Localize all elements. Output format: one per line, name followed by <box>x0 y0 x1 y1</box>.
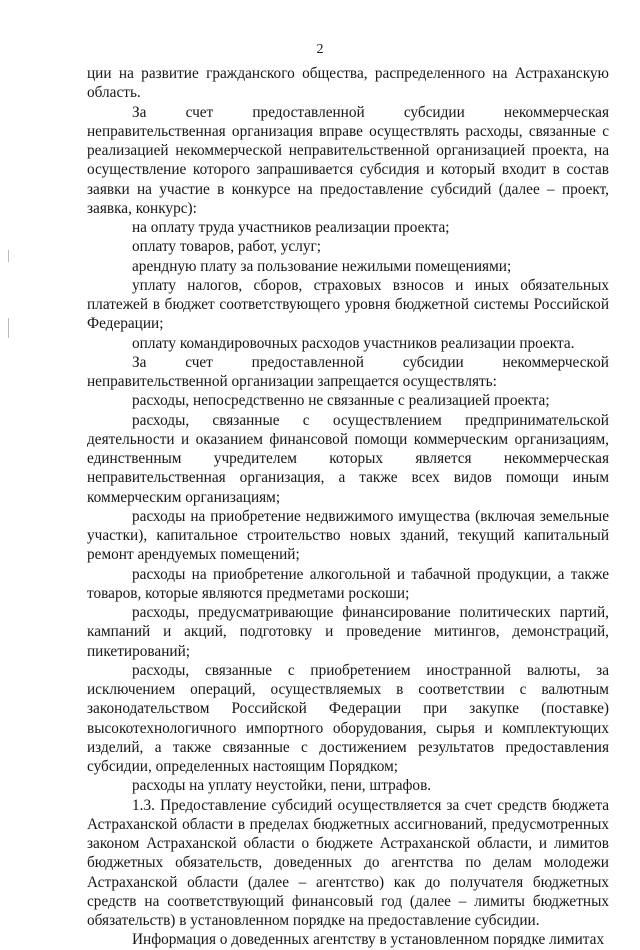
paragraph: расходы, предусматривающие финансирование политических партий, кампаний и акций, подготовку и проведение митингов, демонстраций, пикетирований; <box>87 604 609 660</box>
paragraph: оплату командировочных расходов участников реализации проекта. <box>132 334 575 352</box>
paragraph: расходы, связанные с приобретением иностранной валюты, за исключением операций, осуществляемых в соответствии с валютным законодательством Российской Федерации при закупке (поставке) высокотехнологичного импортного оборудования, сырья и комплектующих изделий, а также связанные с достижением результатов предоставления субсидии, определенных настоящим Порядком; <box>87 661 609 775</box>
paragraph: За счет предоставленной субсидии некоммерческая неправительственная организация вправе осуществлять расходы, связанные с реализацией некоммерческой неправительственной организацией проекта, на осуществление которого запрашивается субсидия и который входит в состав заявки на участие в конкурсе на предоставление субсидий (далее – проект, заявка, конкурс): <box>87 103 609 217</box>
document-body <box>87 64 609 950</box>
paragraph: расходы на приобретение недвижимого имущества (включая земельные участки), капитальное строительство новых зданий, текущий капитальный ремонт арендуемых помещений; <box>87 507 609 564</box>
paragraph: расходы на приобретение алкогольной и табачной продукции, а также товаров, которые являются предметами роскоши; <box>87 565 609 602</box>
paragraph: расходы, непосредственно не связанные с реализацией проекта; <box>132 392 550 410</box>
paragraph: расходы, связанные с осуществлением предпринимательской деятельности и оказанием финансовой помощи коммерческим организациям, единственным учредителем которых является некоммерческая неправительственная организация, а также всех видов помощи иным коммерческим организациям; <box>87 411 609 506</box>
paragraph: оплату товаров, работ, услуг; <box>132 238 322 256</box>
paragraph: 1.3. Предоставление субсидий осуществляется за счет средств бюджета Астраханской области в пределах бюджетных ассигнований, предусмотренных законом Астраханской области о бюджете Астраханской области, и лимитов бюджетных обязательств, доведенных до агентства по делам молодежи Астраханской области (далее – агентство) как до получателя бюджетных средств на соответствующий финансовый год (далее – лимиты бюджетных обязательств) в установленном порядке на предоставление субсидии. <box>87 796 609 929</box>
scan-artifact <box>8 318 9 338</box>
page-number: 2 <box>316 42 324 57</box>
paragraph: арендную плату за пользование нежилыми помещениями; <box>132 257 512 275</box>
scan-artifact <box>8 250 9 262</box>
paragraph: на оплату труда участников реализации проекта; <box>132 219 450 236</box>
paragraph: расходы на уплату неустойки, пени, штрафов. <box>132 777 432 795</box>
paragraph: уплату налогов, сборов, страховых взносов и иных обязательных платежей в бюджет соответствующего уровня бюджетной системы Российской Федерации; <box>87 276 609 333</box>
paragraph: ции на развитие гражданского общества, распределенного на Астраханскую область. <box>87 65 609 102</box>
paragraph: Информация о доведенных агентству в установленном порядке лимитах <box>132 931 605 949</box>
paragraph: За счет предоставленной субсидии некоммерческой неправительственной организации запрещается осуществлять: <box>87 353 609 390</box>
